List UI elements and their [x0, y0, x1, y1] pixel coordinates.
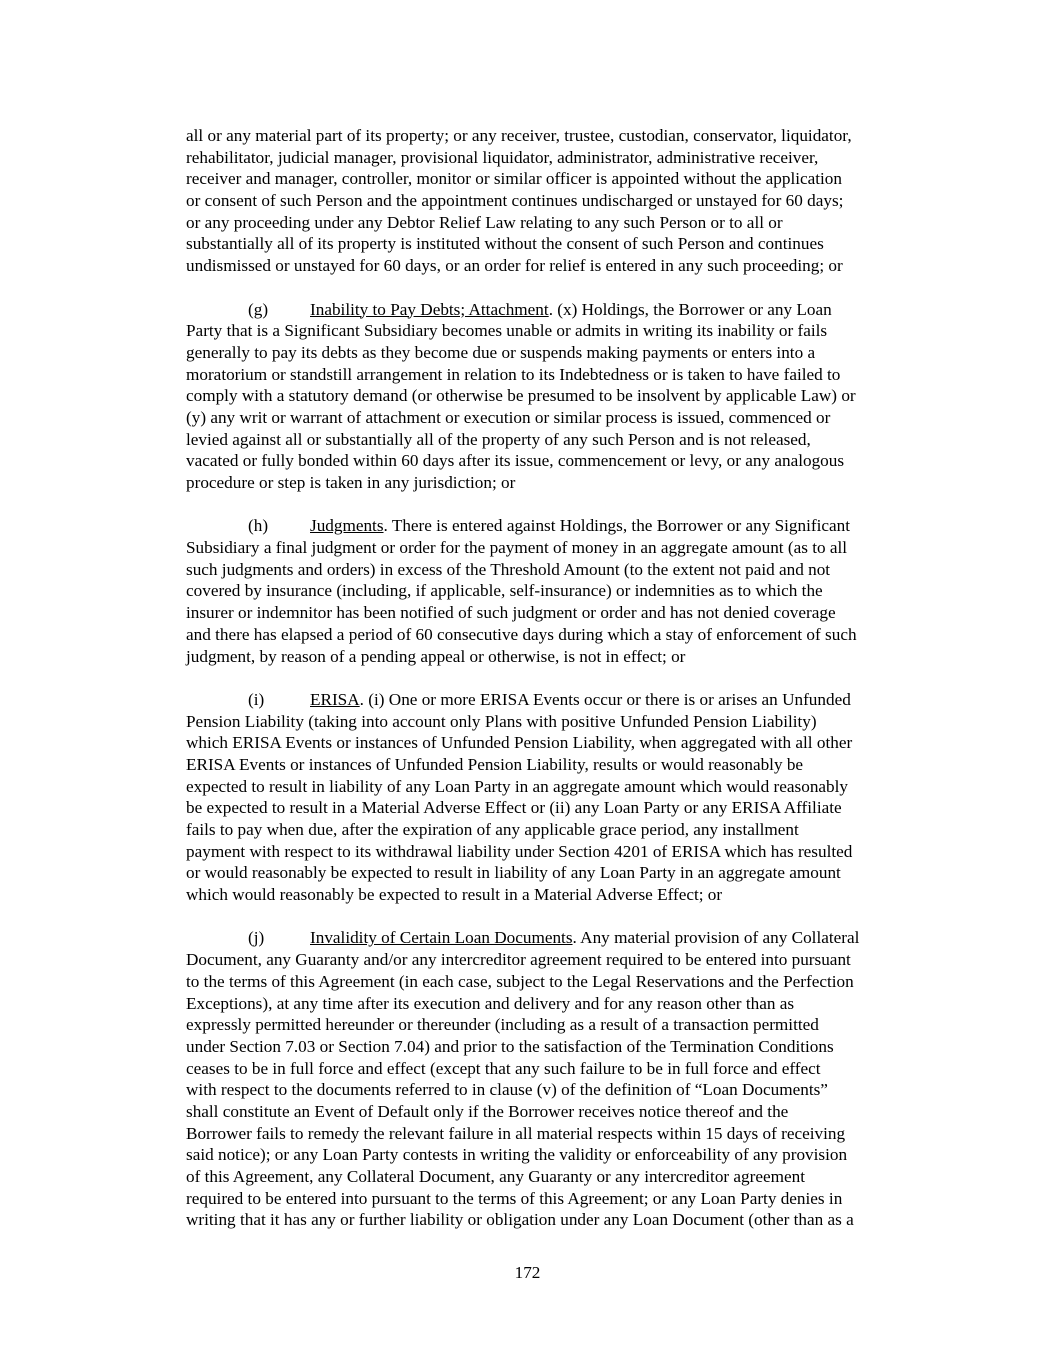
document-page [186, 125, 932, 1253]
section-first-line-text: . (x) Holdings, the Borrower or any Loan [548, 299, 832, 319]
text-line: of this Agreement, any Collateral Document, any Guaranty or any intercreditor agreement [186, 1167, 806, 1186]
text-line: judgment, by reason of a pending appeal or otherwise, is not in effect; or [186, 646, 686, 666]
text-line: and there has elapsed a period of 60 consecutive days during which a stay of enforcement of such [186, 624, 857, 644]
text-line: moratorium or standstill arrangement in relation to its Indebtedness or is taken to have failed to [186, 364, 841, 384]
text-line: Party that is a Significant Subsidiary becomes unable or admits in writing its inability or fails [186, 321, 828, 341]
section-label: (i) [248, 689, 265, 709]
text-line: ERISA Events or instances of Unfunded Pension Liability, results or would reasonably be [186, 754, 804, 774]
text-line: all or any material part of its property; or any receiver, trustee, custodian, conservator, liquidator, [186, 126, 852, 145]
text-line: be expected to result in a Material Adverse Effect or (ii) any Loan Party or any ERISA Affiliate [186, 798, 842, 818]
text-line: with respect to the documents referred to in clause (v) of the definition of “Loan Documents” [186, 1080, 828, 1100]
text-line: which would reasonably be expected to result in a Material Adverse Effect; or [186, 885, 723, 905]
text-line: Borrower fails to remedy the relevant failure in all material respects within 15 days of receiving [186, 1123, 846, 1143]
section-first-line [186, 927, 932, 949]
text-line: Document, any Guaranty and/or any intercreditor agreement required to be entered into pursuant [186, 950, 851, 970]
section-first-line-text: . Any material provision of any Collateral [572, 928, 860, 948]
section-heading: Judgments [310, 516, 384, 536]
text-line: vacated or fully bonded within 60 days after its issue, commencement or levy, or any analogous [186, 451, 845, 471]
text-line: Exceptions), at any time after its execution and delivery and for any reason other than as [186, 993, 795, 1013]
text-line: procedure or step is taken in any jurisdiction; or [186, 473, 516, 492]
text-line: under Section 7.03 or Section 7.04) and prior to the satisfaction of the Termination Conditions [186, 1036, 834, 1056]
text-line: Pension Liability (taking into account only Plans with positive Unfunded Pension Liability) [186, 711, 817, 731]
section-label: (g) [248, 299, 269, 319]
section-label: (h) [248, 516, 269, 536]
intro-paragraph [186, 125, 932, 277]
text-line: payment with respect to its withdrawal liability under Section 4201 of ERISA which has resulted [186, 841, 853, 861]
text-line: expected to result in liability of any Loan Party in an aggregate amount which would reasonably [186, 776, 849, 796]
text-line: ceases to be in full force and effect (except that any such failure to be in full force and effect [186, 1058, 821, 1078]
text-line: such judgments and orders) in excess of the Threshold Amount (to the extent not paid and not [186, 559, 831, 579]
text-line: shall constitute an Event of Default only if the Borrower receives notice thereof and the [186, 1101, 789, 1121]
text-line: undismissed or unstayed for 60 days, or an order for relief is entered in any such proceeding; or [186, 256, 843, 276]
section-h [186, 515, 932, 667]
section-first-line [186, 299, 932, 321]
text-line: or consent of such Person and the appointment continues undischarged or unstayed for 60 days; [186, 191, 844, 211]
text-line: generally to pay its debts as they become due or suspends making payments or enters into a [186, 342, 816, 362]
section-first-line-text: . (i) One or more ERISA Events occur or there is or arises an Unfunded [359, 689, 851, 709]
text-line: expressly permitted hereunder or thereunder (including as a result of a transaction permitted [186, 1015, 819, 1035]
page-number: 172 [514, 1263, 541, 1282]
text-line: said notice); or any Loan Party contests in writing the validity or enforceability of any provision [186, 1145, 848, 1165]
section-heading: Inability to Pay Debts; Attachment [310, 299, 549, 319]
text-line: rehabilitator, judicial manager, provisional liquidator, administrator, administrative receiver, [186, 147, 819, 167]
text-line: required to be entered into pursuant to the terms of this Agreement; or any Loan Party denies in [186, 1188, 843, 1208]
text-line: substantially all of its property is instituted without the consent of such Person and continues [186, 234, 824, 254]
section-first-line [186, 689, 932, 711]
text-line: comply with a statutory demand (or otherwise be presumed to be insolvent by applicable Law) or [186, 386, 856, 406]
text-line: receiver and manager, controller, monitor or similar officer is appointed without the application [186, 169, 842, 189]
section-first-line-text: . There is entered against Holdings, the Borrower or any Significant [383, 516, 851, 536]
section-label: (j) [248, 928, 265, 948]
section-heading: Invalidity of Certain Loan Documents [310, 928, 573, 948]
text-line: Subsidiary a final judgment or order for the payment of money in an aggregate amount (as to all [186, 538, 848, 558]
section-first-line [186, 515, 932, 537]
section-heading: ERISA [310, 689, 360, 709]
text-line: insurer or indemnitor has been notified of such judgment or order and has not denied coverage [186, 603, 836, 623]
text-line: which ERISA Events or instances of Unfunded Pension Liability, when aggregated with all other [186, 733, 853, 753]
section-i [186, 689, 932, 906]
text-line: levied against all or substantially all of the property of any such Person and is not released, [186, 429, 811, 449]
text-line: or would reasonably be expected to result in liability of any Loan Party in an aggregate amount [186, 863, 841, 883]
text-line: or any proceeding under any Debtor Relief Law relating to any such Person or to all or [186, 212, 783, 232]
text-line: (y) any writ or warrant of attachment or execution or similar process is issued, commenced or [186, 407, 831, 427]
text-line: to the terms of this Agreement (in each case, subject to the Legal Reservations and the Perfection [186, 971, 854, 991]
text-line: covered by insurance (including, if applicable, self-insurance) or indemnities as to which the [186, 581, 823, 601]
text-line: fails to pay when due, after the expiration of any applicable grace period, any installment [186, 820, 799, 839]
section-j [186, 927, 932, 1231]
text-line: writing that it has any or further liability or obligation under any Loan Document (other than as a [186, 1210, 854, 1230]
section-g [186, 299, 932, 494]
